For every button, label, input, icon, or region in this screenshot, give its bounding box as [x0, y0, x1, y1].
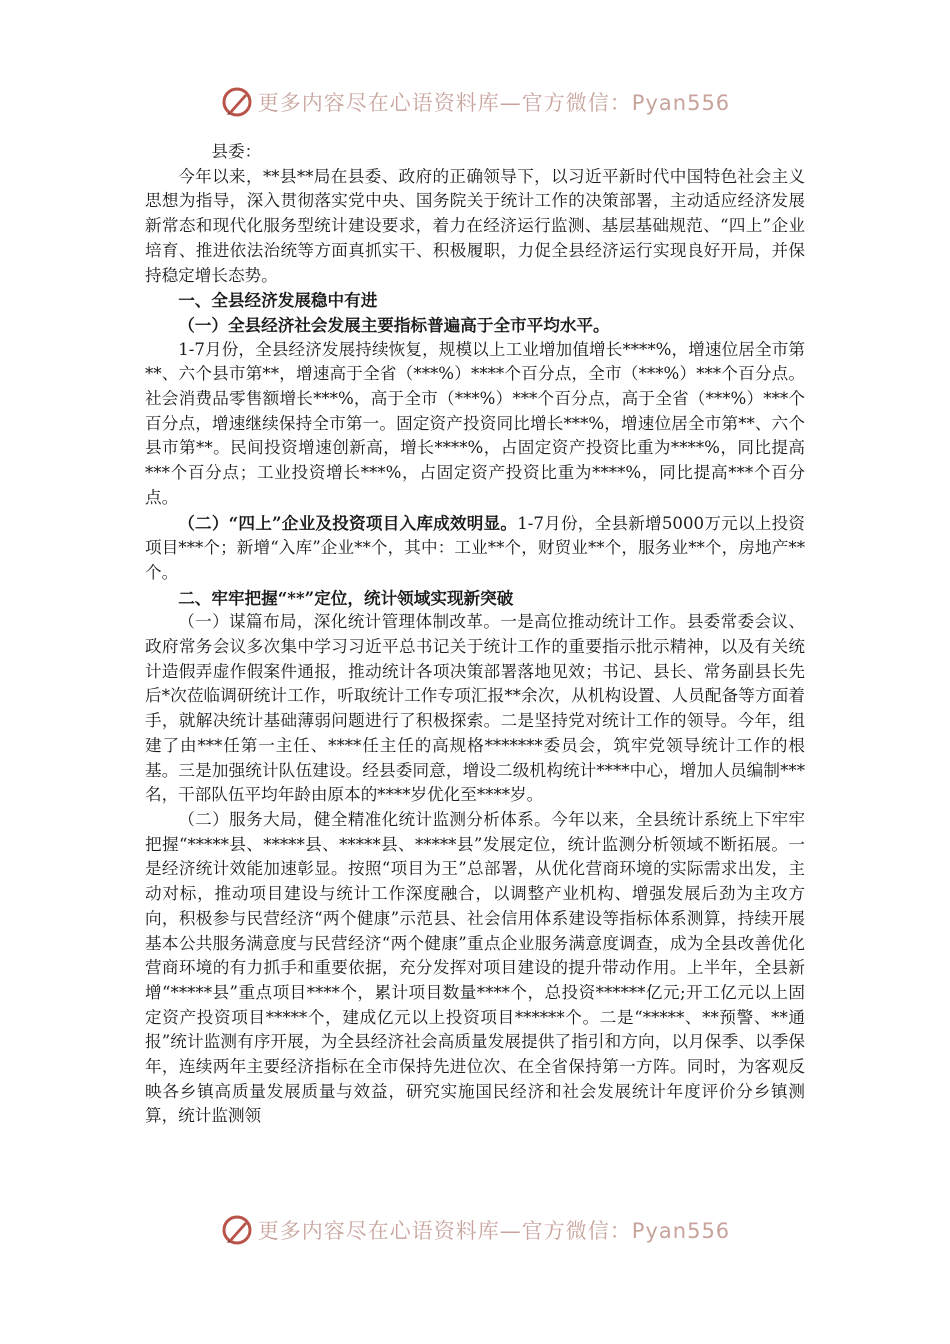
- subsection-2-body: 1-7月份，全县新增5000万元以上投资项目***个；新增“入库”企业**个，其中：工业**个，财贸业**个，服务业**个，房地产**个。: [145, 513, 805, 582]
- subsection-1-body: 1-7月份，全县经济发展持续恢复，规模以上工业增加值增长****%，增速位居全市第**、六个县市第**，增速高于全省（***%）****个百分点，全市（***%）***个百分点。社会消费品零售额增长***%，高于全市（***%）***个百分点，高于全省（***%）***个百分点，增速继续保持全市第一。固定资产投资同比增长***%，增速位居全市第**、六个县市第**。民间投资增速创新高，增长****%，占固定资产投资比重为****%，同比提高***个百分点；工业投资增长***%，占固定资产投资比重为****%，同比提高***个百分点。: [145, 339, 805, 507]
- salutation: 县委：: [211, 142, 262, 161]
- section-2-title: 二、牢牢把握“**”定位，统计领域实现新突破: [178, 587, 514, 608]
- paragraph-a: （一）谋篇布局，深化统计管理体制改革。一是高位推动统计工作。县委常委会议、政府常务会议多次集中学习习近平总书记关于统计工作的重要指示批示精神，以及有关统计造假弄虚作假案件通报，推动统计各项决策部署落地见效；书记、县长、常务副县长先后*次莅临调研统计工作，听取统计工作专项汇报**余次，从机构设置、人员配备等方面着手，就解决统计基础薄弱问题进行了积极探索。二是坚持党对统计工作的领导。今年，组建了由***任第一主任、****任主任的高规格*******委员会，筑牢党领导统计工作的根基。三是加强统计队伍建设。经县委同意，增设二级机构统计****中心，增加人员编制***名，干部队伍平均年龄由原本的****岁优化至****岁。: [145, 612, 805, 805]
- paragraph-b: （二）服务大局，健全精准化统计监测分析体系。今年以来，全县统计系统上下牢牢把握“*****县、*****县、*****县、*****县”发展定位，统计监测分析领域不断拓展。一是经济统计效能加速彰显。按照“项目为王”总部署，从优化营商环境的实际需求出发，主动对标，推动项目建设与统计工作深度融合，以调整产业机构、增强发展后劲为主攻方向，积极参与民营经济“两个健康”示范县、社会信用体系建设等指标体系测算，持续开展基本公共服务满意度与民营经济“两个健康”重点企业服务满意度调查，成为全县改善优化营商环境的有力抓手和重要依据，充分发挥对项目建设的提升带动作用。上半年，全县新增“*****县”重点项目****个，累计项目数量****个，总投资******亿元;开工亿元以上固定资产投资项目*****个，建成亿元以上投资项目******个。二是“*****、**预警、**通报”统计监测有序开展，为全县经济社会高质量发展提供了指引和方向，以月保季、以季保年，连续两年主要经济指标在全市保持先进位次、在全省保持第一方阵。同时，为客观反映各乡镇高质量发展质量与效益，研究实施国民经济和社会发展统计年度评价分乡镇测算，统计监测领: [145, 809, 805, 1126]
- section-1-title: 一、全县经济发展稳中有进: [178, 290, 378, 311]
- pen-logo-icon: [220, 1213, 254, 1247]
- footer-banner: [0, 1210, 950, 1250]
- banner-text: 更多内容尽在心语资料库—官方微信：Pyan556: [257, 1219, 731, 1243]
- subsection-2-paragraph: [145, 511, 805, 586]
- header-banner: [0, 82, 950, 122]
- subsection-2-title: （二）“四上”企业及投资项目入库成效明显。: [178, 512, 518, 533]
- subsection-1-title: （一）全县经济社会发展主要指标普遍高于全市平均水平。: [178, 314, 610, 335]
- document-body: [145, 140, 805, 1129]
- pen-logo-icon: [220, 85, 254, 119]
- banner-text: 更多内容尽在心语资料库—官方微信：Pyan556: [257, 91, 731, 115]
- intro-paragraph: 今年以来，**县**局在县委、政府的正确领导下，以习近平新时代中国特色社会主义思想为指导，深入贯彻落实党中央、国务院关于统计工作的决策部署，主动适应经济发展新常态和现代化服务型统计建设要求，着力在经济运行监测、基层基础规范、“四上”企业培育、推进依法治统等方面真抓实干、积极履职，力促全县经济运行实现良好开局，并保持稳定增长态势。: [145, 166, 805, 285]
